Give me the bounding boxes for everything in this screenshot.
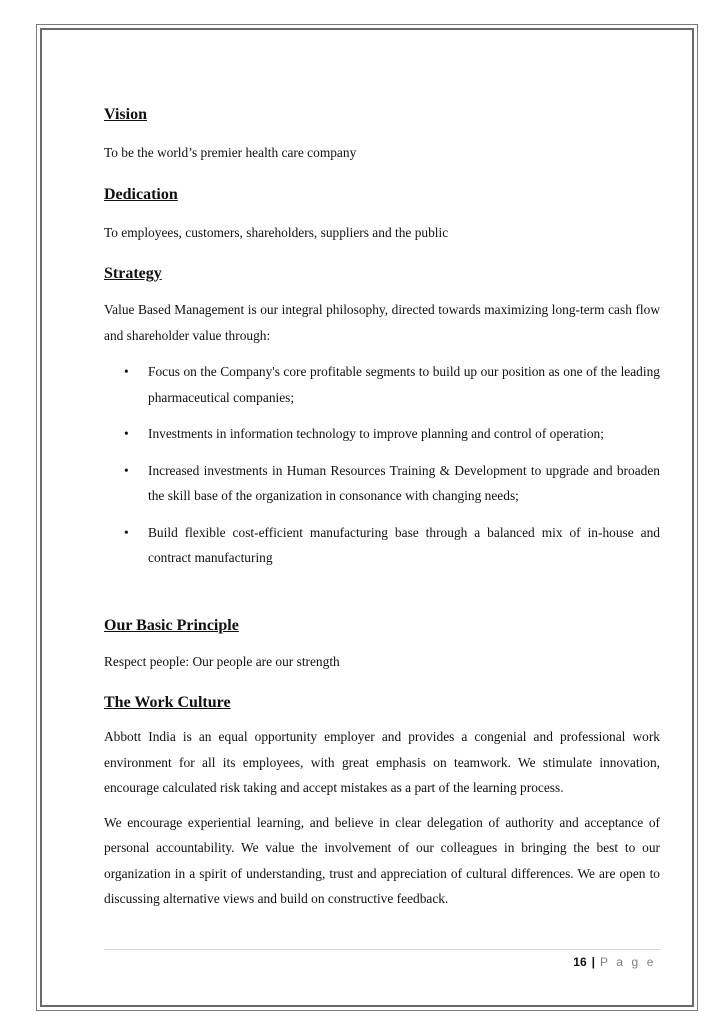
strategy-intro: Value Based Management is our integral philosophy, directed towards maximizing long-term cash flow and shareholder value through: <box>104 302 660 343</box>
strategy-bullet-list <box>104 359 660 571</box>
bullet-text: Focus on the Company's core profitable segments to build up our position as one of the leading pharmaceutical companies; <box>148 364 660 405</box>
page-number: 16 <box>573 955 587 969</box>
strategy-section <box>104 263 660 571</box>
footer-separator: | <box>591 955 595 969</box>
vision-section <box>104 104 660 166</box>
dedication-text: To employees, customers, shareholders, suppliers and the public <box>104 224 449 240</box>
vision-heading: Vision <box>104 106 147 123</box>
page-label: P a g e <box>599 955 656 969</box>
bullet-icon: • <box>124 524 129 540</box>
principle-section <box>104 615 660 675</box>
dedication-heading: Dedication <box>104 185 178 203</box>
bullet-icon: • <box>124 462 129 478</box>
list-item <box>104 421 660 447</box>
culture-heading: The Work Culture <box>104 694 231 711</box>
list-item <box>104 520 660 571</box>
strategy-heading: Strategy <box>104 265 162 282</box>
bullet-icon: • <box>124 426 129 441</box>
culture-section <box>104 692 660 912</box>
list-item <box>104 458 660 509</box>
list-item <box>104 359 660 410</box>
page-content <box>104 104 660 912</box>
bullet-text: Investments in information technology to improve planning and control of operation; <box>148 426 604 441</box>
bullet-text: Build flexible cost-efficient manufacturing base through a balanced mix of in-house and contract manufacturing <box>148 524 660 565</box>
bullet-icon: • <box>124 364 129 379</box>
vision-text: To be the world’s premier health care company <box>104 145 357 160</box>
culture-paragraph: Abbott India is an equal opportunity employer and provides a congenial and professional work environment for all its employees, with great emphasis on teamwork. We stimulate innovation, encourage calculated risk taking and accept mistakes as a part of the learning process. <box>104 729 660 795</box>
bullet-text: Increased investments in Human Resources Training & Development to upgrade and broaden the skill base of the organization in consonance with changing needs; <box>148 462 660 503</box>
page-footer <box>573 955 656 969</box>
culture-paragraph: We encourage experiential learning, and believe in clear delegation of authority and acceptance of personal accountability. We value the involvement of our colleagues in bringing the best to our organization in a spirit of understanding, trust and appreciation of cultural differences. We are open to discussing alternative views and build on constructive feedback. <box>104 814 660 906</box>
footer-divider <box>104 949 660 950</box>
principle-text: Respect people: Our people are our strength <box>104 653 340 669</box>
principle-heading: Our Basic Principle <box>104 616 239 634</box>
dedication-section <box>104 184 660 246</box>
